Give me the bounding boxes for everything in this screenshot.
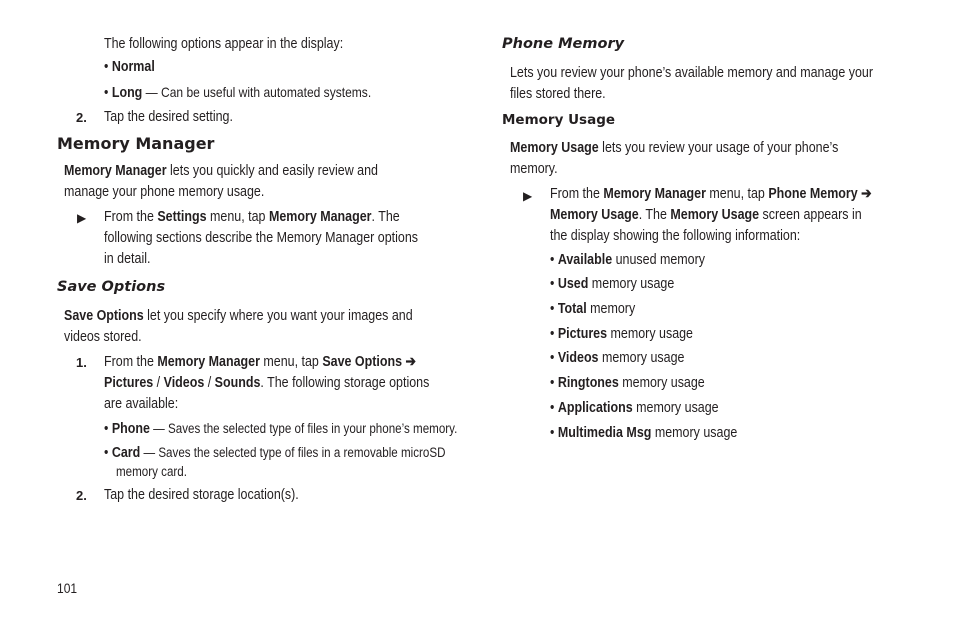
arrow-right-icon: ➔ [405,354,416,370]
mm-step-d: . The [371,209,400,225]
mu-step-l2-text: . The [638,207,671,223]
so-step-1-pictures: Pictures [104,375,154,391]
page-number: 101 [57,580,78,596]
subheading-memory-usage: Memory Usage [502,112,616,128]
mu-step-a: From the [550,186,604,202]
usage-item-desc: memory usage [632,400,719,416]
usage-item: • Available unused memory [550,252,706,268]
so-step-1-save: Save Options [322,354,403,370]
triangle-bullet-icon: ▶ [77,211,87,225]
usage-item-desc: memory usage [607,326,694,342]
pm-para-line1: Lets you review your phone’s available memory and manage your [510,65,874,81]
section-heading-memory-manager: Memory Manager [57,134,215,153]
mu-text1: lets you review your usage of your phone’s [598,140,839,156]
mm-step-mm: Memory Manager [268,209,372,225]
usage-item-label: Videos [557,350,599,366]
usage-item-desc: memory [586,301,636,317]
bullet-long-label: Long [111,85,143,101]
usage-item-label: Available [557,252,613,268]
pm-para-line2: files stored there. [510,86,606,102]
usage-item-label: Applications [557,400,633,416]
so-step-1-line2 [104,373,429,394]
so-step-2-text: Tap the desired storage location(s). [104,487,299,503]
mu-step-l2-text2: screen appears in [759,207,862,223]
usage-item-label: Ringtones [557,375,619,391]
usage-item: • Multimedia Msg memory usage [550,425,738,441]
usage-item-desc: memory usage [598,350,685,366]
so-text1: let you specify where you want your images and [143,308,413,324]
section-heading-phone-memory: Phone Memory [502,36,625,52]
usage-item-desc: memory usage [588,276,675,292]
mu-step-line1 [550,184,872,205]
mu-step-memory-usage: Memory Usage [550,207,639,223]
mm-step-settings: Settings [157,209,207,225]
mm-step-line3: in detail. [104,251,151,267]
usage-item-label: Total [557,301,587,317]
bullet-normal: • Normal [104,59,155,75]
mm-para-line2: manage your phone memory usage. [64,184,265,200]
section-heading-save-options: Save Options [57,279,166,295]
so-step-1-line1 [104,352,416,373]
mu-para-line1 [510,138,838,159]
usage-item-desc: memory usage [651,425,738,441]
so-step-1-sep1: / [153,375,164,391]
bullet-long: • Long — Can be useful with automated systems. [104,84,372,101]
mu-step-line2 [550,205,862,226]
mm-step-line2: following sections describe the Memory Manager options [104,230,418,246]
triangle-bullet-icon: ▶ [523,189,533,203]
mm-step-c: menu, tap [206,209,269,225]
usage-item: • Applications memory usage [550,400,719,416]
bullet-card-label: Card [111,445,141,461]
usage-item-desc: unused memory [612,252,706,268]
mu-step-line3: the display showing the following information: [550,228,801,244]
bullet-card-desc: — Saves the selected type of files in a removable microSD [140,445,446,460]
usage-item: • Used memory usage [550,276,675,292]
so-para-line2: videos stored. [64,329,142,345]
mu-step-c: menu, tap [705,186,769,202]
usage-item-label: Pictures [557,326,608,342]
so-step-2-number: 2. [76,488,87,503]
so-para-line1 [64,306,413,327]
step-2-text: Tap the desired setting. [104,109,233,125]
mu-step-phone-memory: Phone Memory [768,186,858,202]
bullet-phone-desc: — Saves the selected type of files in your phone’s memory. [149,421,458,436]
bullet-card-line2: memory card. [116,464,187,479]
so-step-1-sounds: Sounds [214,375,261,391]
mm-para-line1 [64,161,378,182]
bullet-card: • Card — Saves the selected type of files in a removable microSD [104,445,446,461]
usage-item: • Pictures memory usage [550,326,694,342]
so-step-1-videos: Videos [163,375,205,391]
bullet-long-desc: — Can be useful with automated systems. [142,84,372,100]
mm-term: Memory Manager [64,163,167,179]
so-step-1-number: 1. [76,355,87,370]
mm-step-line1 [104,207,400,228]
mm-step-a: From the [104,209,158,225]
mu-para-line2: memory. [510,161,558,177]
arrow-right-icon: ➔ [861,186,872,202]
mm-text1: lets you quickly and easily review and [166,163,378,179]
usage-item: • Videos memory usage [550,350,685,366]
bullet-phone: • Phone — Saves the selected type of files in your phone’s memory. [104,421,458,437]
usage-item-label: Used [557,276,589,292]
so-term: Save Options [64,308,144,324]
bullet-phone-label: Phone [111,421,150,437]
bullet-normal-label: Normal [111,59,155,75]
so-step-1-mm: Memory Manager [157,354,260,370]
usage-item: • Total memory [550,301,636,317]
so-step-1-sep2: / [204,375,215,391]
usage-item-desc: memory usage [618,375,705,391]
usage-item-label: Multimedia Msg [557,425,652,441]
mu-step-memory-usage-2: Memory Usage [670,207,760,223]
so-step-1-l2-text: . The following storage options [260,375,430,391]
intro-text: The following options appear in the display: [104,36,344,52]
mu-term: Memory Usage [510,140,599,156]
step-2-number: 2. [76,110,87,125]
so-step-1-a: From the [104,354,158,370]
usage-item: • Ringtones memory usage [550,375,705,391]
so-step-1-line3: are available: [104,396,179,412]
mu-step-mm: Memory Manager [603,186,706,202]
so-step-1-c: menu, tap [259,354,323,370]
